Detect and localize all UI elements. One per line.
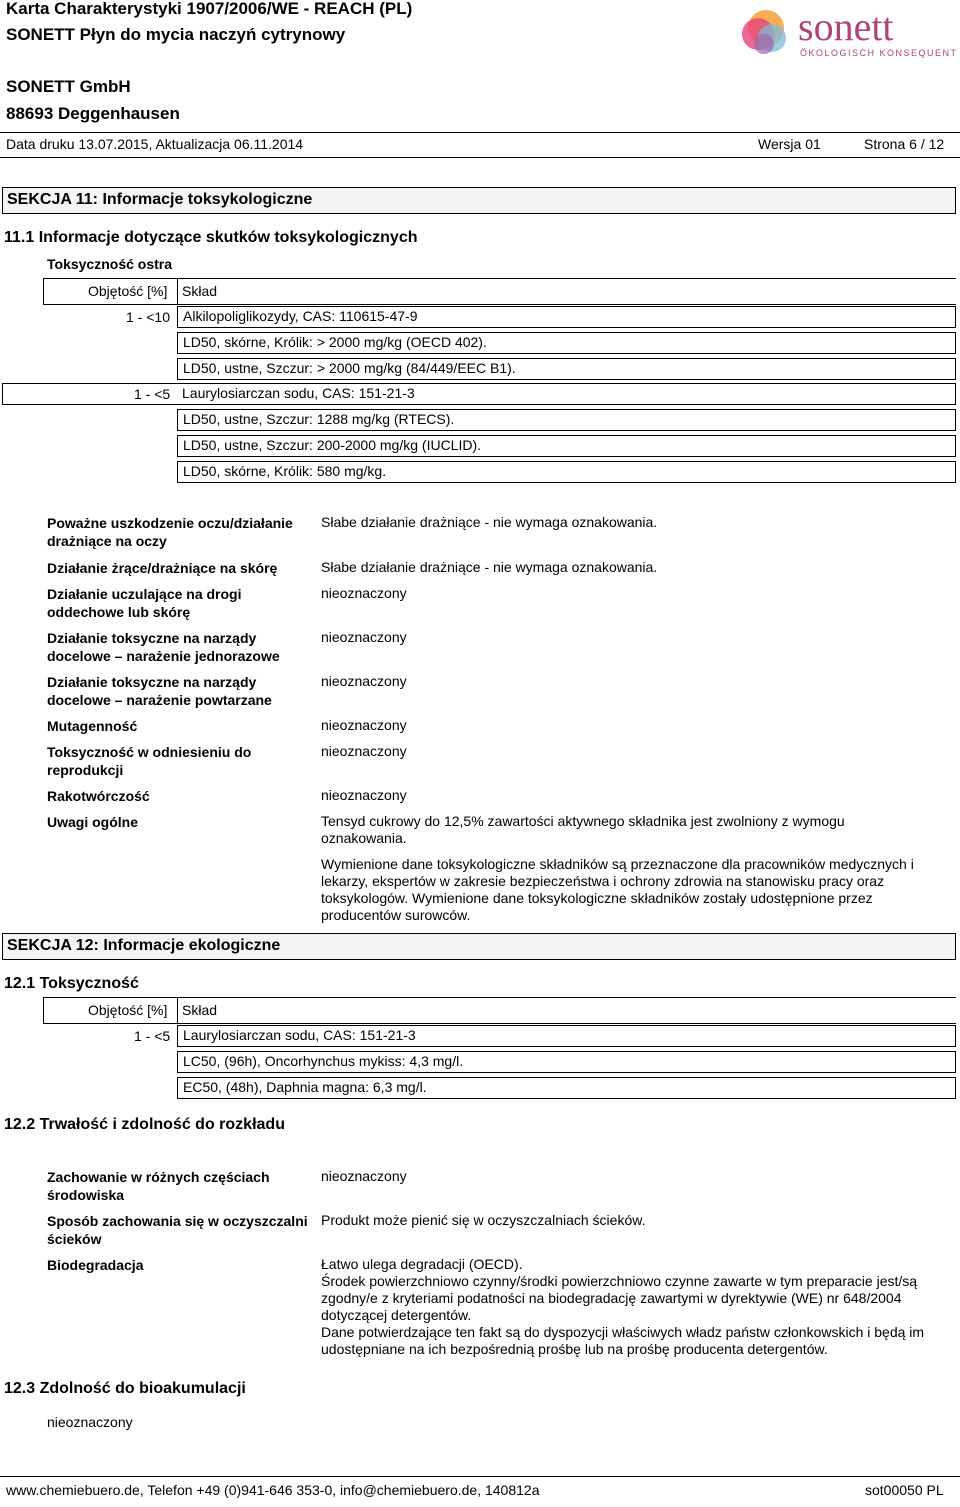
table-rule <box>43 304 956 305</box>
footer-rule <box>0 1476 960 1477</box>
property-label: Biodegradacja <box>47 1257 144 1273</box>
table-row-volume: 1 - <5 <box>134 1028 171 1044</box>
table-rule <box>43 997 44 1023</box>
subsection-12-3: 12.3 Zdolność do bioakumulacji <box>4 1380 246 1397</box>
property-value: Słabe działanie drażniące - nie wymaga oznakowania. <box>321 514 658 530</box>
bioaccumulation-value: nieoznaczony <box>47 1414 133 1430</box>
table-row: Alkilopoliglikozydy, CAS: 110615-47-9 <box>177 306 956 328</box>
property-label: Poważne uszkodzenie oczu/działanie drażniące na oczy <box>47 515 293 549</box>
document-title: Karta Charakterystyki 1907/2006/WE - REACH (PL) <box>6 0 413 18</box>
table-row-detail: LD50, ustne, Szczur: > 2000 mg/kg (84/449/EEC B1). <box>177 358 956 380</box>
property-value: nieoznaczony <box>321 1168 407 1184</box>
property-label: Działanie toksyczne na narządy docelowe – narażenie jednorazowe <box>47 630 280 664</box>
sonett-logo <box>738 4 958 64</box>
property-label: Zachowanie w różnych częściach środowiska <box>47 1169 270 1203</box>
table-rule <box>43 1023 956 1024</box>
property-label: Sposób zachowania się w oczyszczalni ścieków <box>47 1213 308 1247</box>
table-header-volume: Objętość [%] <box>88 1002 168 1018</box>
header-rule-top <box>0 132 960 133</box>
subsection-11-1: 11.1 Informacje dotyczące skutków toksykologicznych <box>4 229 418 246</box>
property-value: nieoznaczony <box>321 787 407 803</box>
acute-toxicity-label: Toksyczność ostra <box>47 256 173 272</box>
table-row-volume: 1 - <10 <box>126 309 170 325</box>
version: Wersja 01 <box>758 136 821 152</box>
property-label: Działanie uczulające na drogi oddechowe lub skórę <box>47 586 242 620</box>
table-row-detail: LD50, skórne, Królik: > 2000 mg/kg (OECD 402). <box>177 332 956 354</box>
table-rule <box>43 278 44 304</box>
table-rule <box>177 997 178 1023</box>
property-value: nieoznaczony <box>321 673 407 689</box>
table-row: Laurylosiarczan sodu, CAS: 151-21-3 <box>177 1025 956 1047</box>
property-value: Produkt może pienić się w oczyszczalniach ścieków. <box>321 1212 646 1228</box>
table-header-composition: Skład <box>182 1002 218 1018</box>
section-11-heading: SEKCJA 11: Informacje toksykologiczne <box>2 187 956 214</box>
logo-wordmark: sonett <box>798 4 894 49</box>
company-name: SONETT GmbH <box>6 77 131 96</box>
print-date: Data druku 13.07.2015, Aktualizacja 06.11.2014 <box>6 136 304 152</box>
subsection-12-1: 12.1 Toksyczność <box>4 975 139 992</box>
table-header-composition: Skład <box>182 283 218 299</box>
table-row-detail: LD50, skórne, Królik: 580 mg/kg. <box>177 461 956 483</box>
subsection-12-2: 12.2 Trwałość i zdolność do rozkładu <box>4 1116 285 1133</box>
product-name: SONETT Płyn do mycia naczyń cytrynowy <box>6 25 346 44</box>
table-header-volume: Objętość [%] <box>88 283 168 299</box>
table-row-detail: EC50, (48h), Daphnia magna: 6,3 mg/l. <box>177 1077 956 1099</box>
footer-contact: www.chemiebuero.de, Telefon +49 (0)941-646 353-0, info@chemiebuero.de, 140812a <box>6 1482 540 1498</box>
property-label: Rakotwórczość <box>47 788 150 804</box>
table-row-detail: LD50, ustne, Szczur: 1288 mg/kg (RTECS). <box>177 409 956 431</box>
table-rule <box>177 278 178 304</box>
property-label: Uwagi ogólne <box>47 814 138 830</box>
property-value: nieoznaczony <box>321 629 407 645</box>
property-value: Łatwo ulega degradacji (OECD). Środek powierzchniowo czynny/środki powierzchniowo czynne zawarte w tym preparacie jest/są zgodny/e z kryteriami podatności na biodegradację zawartymi w dyrektywie (WE) nr 648/2004 dotyczącej detergentów. Dane potwierdzające ten fakt są do dyspozycji właściwych władz państw członkowskich i będą im udostępniane na ich bezpośrednią prośbę lub na prośbę producenta detergentów. <box>321 1256 925 1357</box>
property-label: Mutagenność <box>47 718 138 734</box>
property-label: Toksyczność w odniesieniu do reprodukcji <box>47 744 252 778</box>
property-value: Słabe działanie drażniące - nie wymaga oznakowania. <box>321 559 658 575</box>
table-row-volume: 1 - <5 <box>134 386 171 402</box>
table-row: Laurylosiarczan sodu, CAS: 151-21-3 <box>2 383 956 405</box>
property-value: nieoznaczony <box>321 717 407 733</box>
table-rule <box>43 997 956 998</box>
sonett-logo-icon <box>738 4 958 64</box>
property-value: nieoznaczony <box>321 743 407 759</box>
property-label: Działanie żrące/drażniące na skórę <box>47 560 278 576</box>
property-value: nieoznaczony <box>321 585 407 601</box>
property-value: Tensyd cukrowy do 12,5% zawartości aktywnego składnika jest zwolniony z wymogu oznakowania. <box>321 813 845 846</box>
company-city: 88693 Deggenhausen <box>6 104 180 123</box>
section-12-heading: SEKCJA 12: Informacje ekologiczne <box>2 933 956 960</box>
page-number: Strona 6 / 12 <box>864 136 945 152</box>
logo-tagline: ÖKOLOGISCH KONSEQUENT <box>800 48 958 58</box>
table-rule <box>43 278 956 279</box>
table-row-detail: LC50, (96h), Oncorhynchus mykiss: 4,3 mg/l. <box>177 1051 956 1073</box>
property-label: Działanie toksyczne na narządy docelowe – narażenie powtarzane <box>47 674 272 708</box>
header-rule-bottom <box>0 157 960 158</box>
table-row-detail: LD50, ustne, Szczur: 200-2000 mg/kg (IUCLID). <box>177 435 956 457</box>
general-note: Wymienione dane toksykologiczne składników są przeznaczone dla pracowników medycznych i lekarzy, ekspertów w zakresie bezpieczeństwa i ochrony zdrowia na stanowisku pracy oraz toksykologów. Wymienione dane toksykologiczne składników zostały udostępnione przez producentów surowców. <box>321 856 914 923</box>
footer-doc-id: sot00050 PL <box>865 1482 944 1498</box>
